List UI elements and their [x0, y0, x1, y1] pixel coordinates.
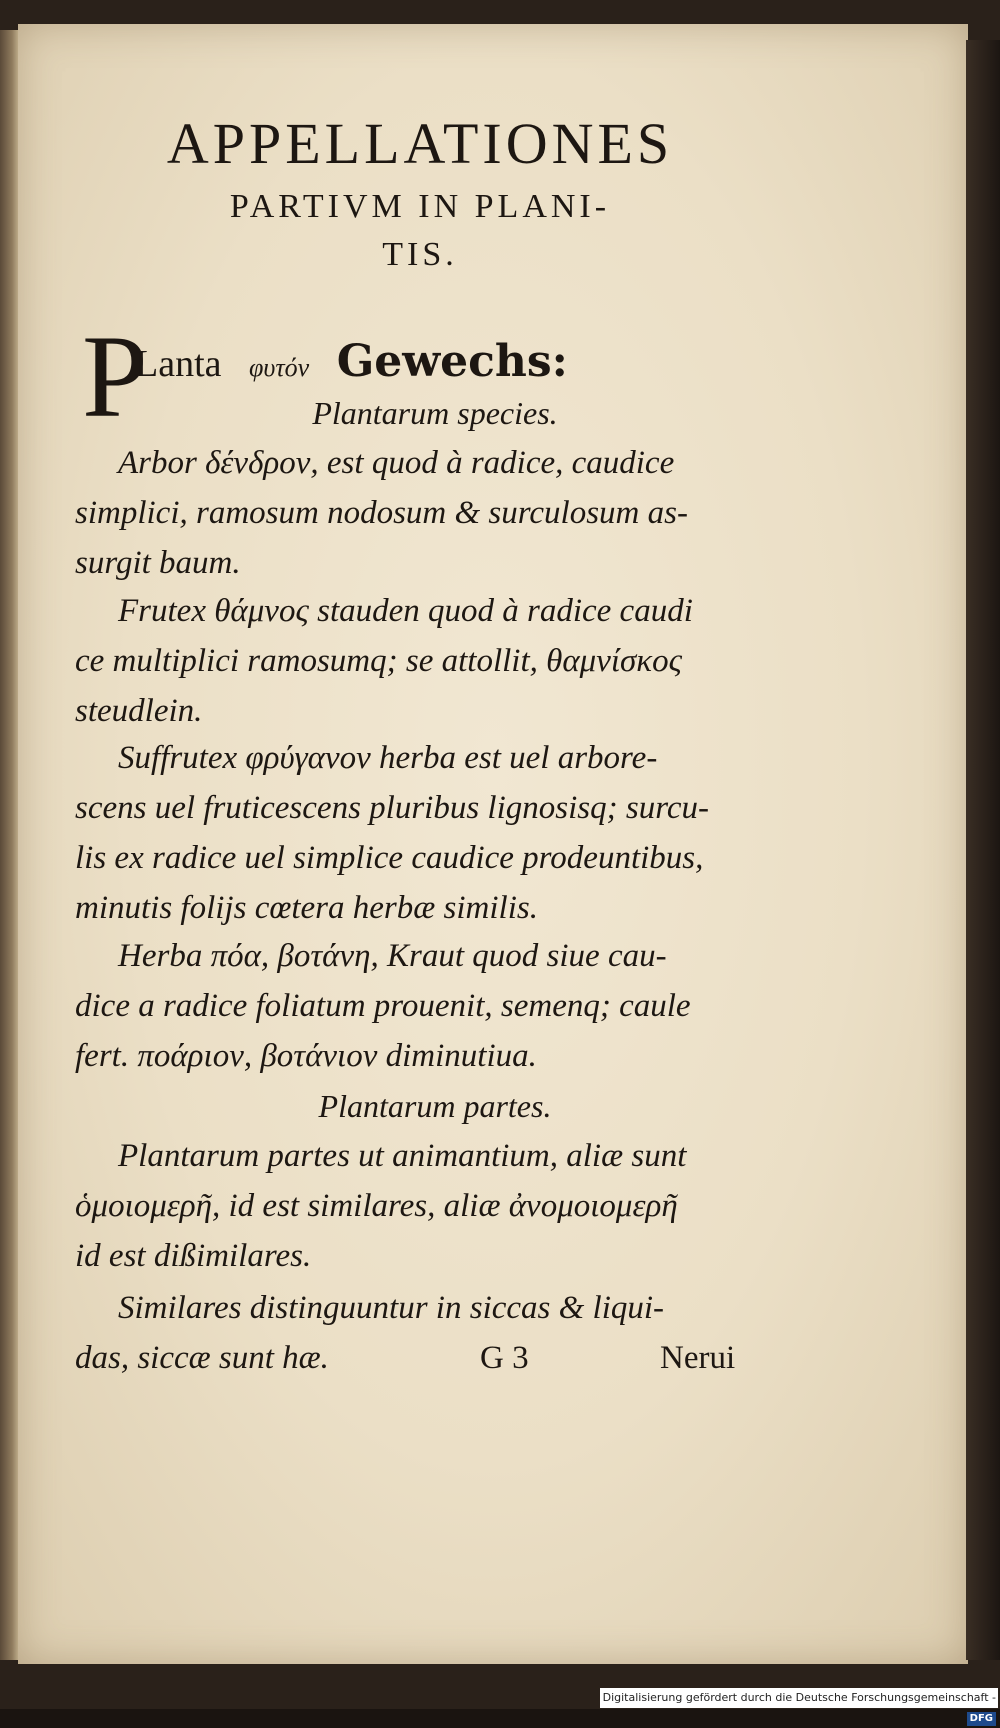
body-line: surgit baum. — [75, 545, 241, 581]
page-subtitle-line1: PARTIVM IN PLANI- — [229, 188, 611, 225]
digitization-credit — [600, 1688, 998, 1724]
body-line: fert. ποάριον, βοτάνιον diminutiua. — [75, 1038, 537, 1074]
body-line: simplici, ramosum nodosum & surculosum as- — [75, 495, 688, 531]
signature-mark: G 3 — [480, 1340, 529, 1376]
body-line: id est dißimilares. — [75, 1238, 312, 1274]
book-spine — [0, 30, 20, 1660]
body-line: Herba πόα, βοτάνη, Kraut quod siue cau- — [118, 938, 667, 974]
body-line: dice a radice foliatum prouenit, semenq; caule — [75, 988, 691, 1024]
lead-greek: φυτόν — [249, 353, 310, 382]
page-edge-shadow — [966, 40, 1000, 1660]
body-line: Plantarum partes ut animantium, aliæ sunt — [118, 1138, 687, 1174]
lead-latin: Lanta — [135, 343, 222, 385]
body-line: Frutex θάμνος stauden quod à radice caudi — [118, 593, 693, 629]
body-line: ce multiplici ramosumq; se attollit, θαμνίσκος — [75, 643, 683, 679]
dfg-logo: DFG — [967, 1712, 996, 1726]
page-subtitle-line2: TIS. — [382, 236, 458, 273]
catchword: Nerui — [660, 1340, 736, 1376]
credit-text: Digitalisierung gefördert durch die Deutsche Forschungsgemeinschaft - — [602, 1691, 996, 1704]
section-heading-species: Plantarum species. — [312, 395, 558, 431]
lead-german: Gewechs: — [336, 336, 568, 387]
body-line: das, siccæ sunt hæ. — [75, 1340, 329, 1376]
page-title: APPELLATIONES — [166, 111, 674, 176]
lead-line — [135, 336, 568, 387]
body-line: lis ex radice uel simplice caudice prodeuntibus, — [75, 840, 704, 876]
body-line: Similares distinguuntur in siccas & liqui- — [118, 1290, 665, 1326]
drop-capital: P — [82, 311, 148, 442]
body-line: ὁμοιομερῆ, id est similares, aliæ ἀνομοιομερῆ — [75, 1188, 678, 1224]
body-line: scens uel fruticescens pluribus lignosisq; surcu- — [75, 790, 709, 826]
body-line: minutis folijs cœtera herbæ similis. — [75, 890, 538, 926]
body-line: Arbor δένδρον, est quod à radice, caudice — [118, 445, 675, 481]
body-line: Suffrutex φρύγανον herba est uel arbore- — [118, 740, 658, 776]
body-line: steudlein. — [75, 693, 203, 729]
section-heading-partes: Plantarum partes. — [318, 1088, 552, 1124]
